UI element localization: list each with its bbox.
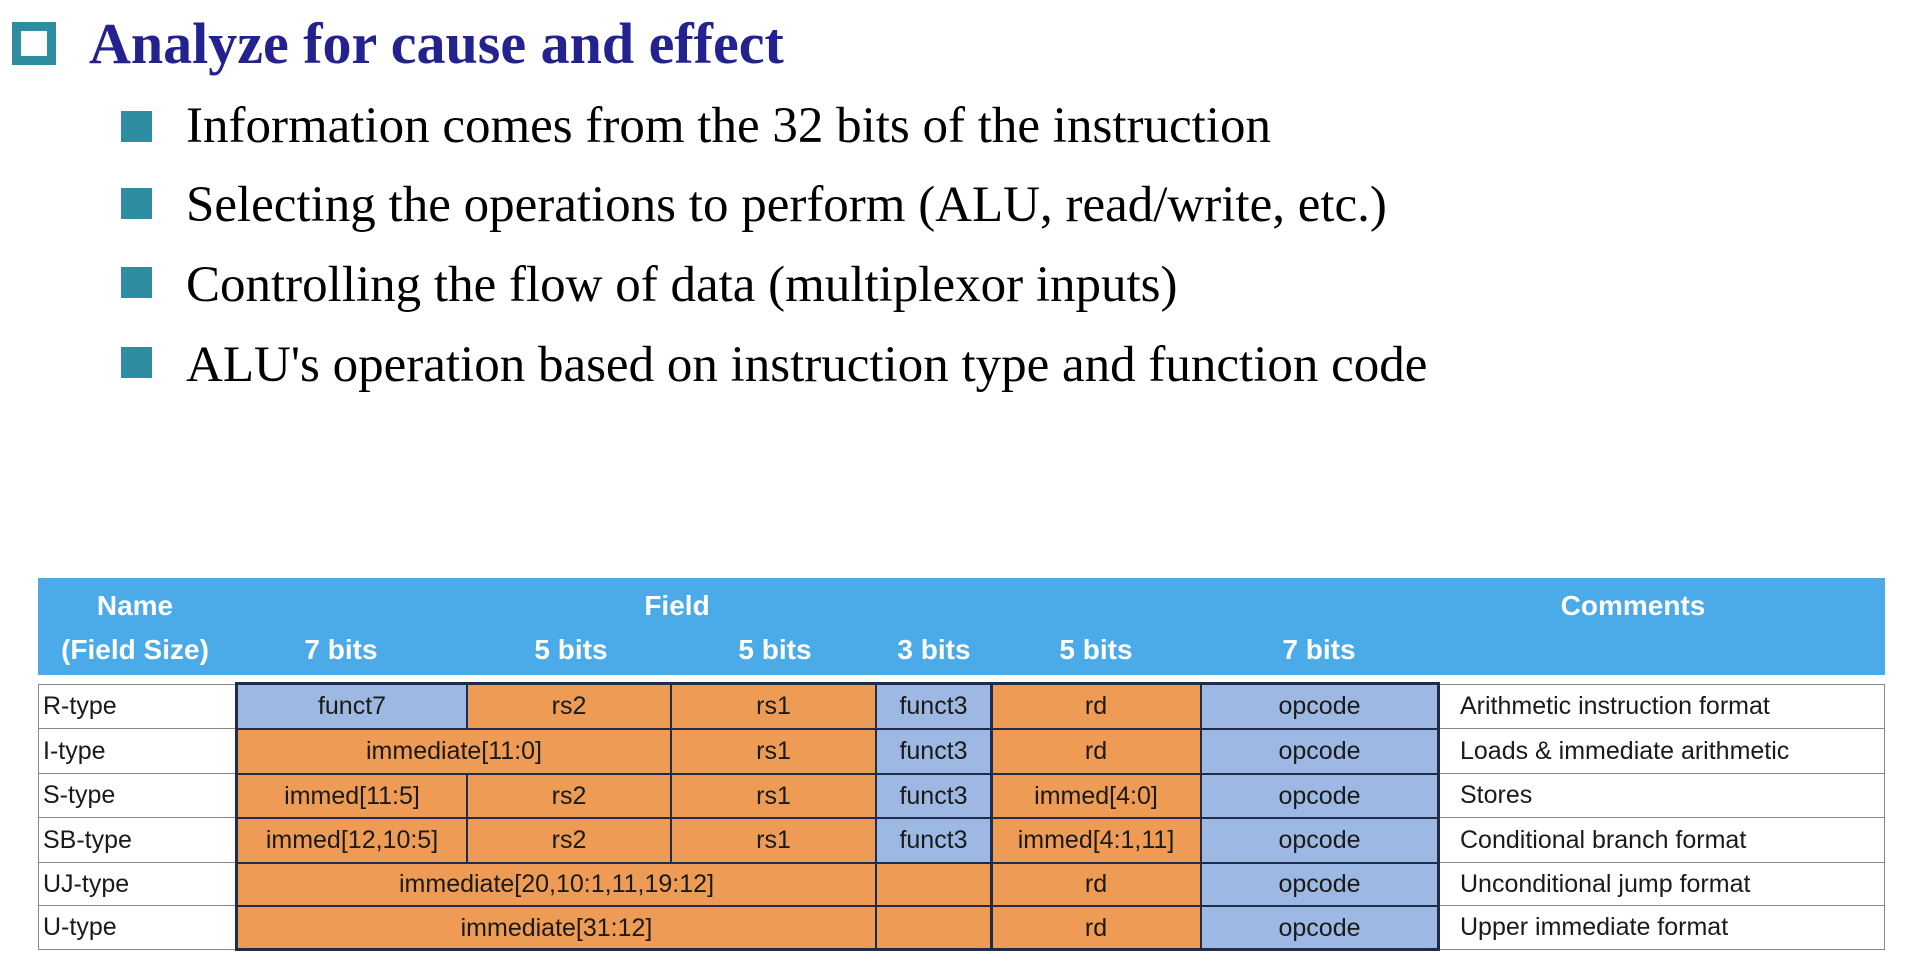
table-border: [466, 682, 468, 729]
header-field: Field: [644, 590, 710, 621]
square-bullet-icon: [121, 347, 152, 378]
bullet-text: Information comes from the 32 bits of the instruction: [186, 98, 1271, 154]
table-border: [235, 728, 1440, 730]
header-bits-funct7: 7 bits: [304, 634, 378, 665]
table-row-comment: Loads & immediate arithmetic: [1438, 729, 1885, 774]
table-row-comment: Stores: [1438, 774, 1885, 818]
bullet-text: ALU's operation based on instruction type and function code: [186, 337, 1428, 393]
field-cell: rs1: [671, 729, 876, 774]
header-bits-opcode: 7 bits: [1282, 634, 1356, 665]
field-cell: rs2: [467, 818, 671, 863]
table-border: [1200, 682, 1202, 950]
field-cell: opcode: [1201, 906, 1438, 950]
table-row-comment: Arithmetic instruction format: [1438, 684, 1885, 729]
field-cell: rd: [991, 863, 1201, 906]
field-cell: funct3: [876, 729, 991, 774]
header-name: Name: [96, 590, 174, 621]
table-row-name: U-type: [38, 906, 237, 950]
table-row-name: S-type: [38, 774, 237, 818]
field-cell: immediate[31:12]: [237, 906, 876, 950]
square-bullet-icon: [121, 188, 152, 219]
table-row-name: SB-type: [38, 818, 237, 863]
table-row-comment: Upper immediate format: [1438, 906, 1885, 950]
field-cell: funct3: [876, 818, 991, 863]
field-cell: rd: [991, 729, 1201, 774]
header-bits-rs2: 5 bits: [534, 634, 608, 665]
table-border: [235, 773, 1440, 775]
bullet-text: Controlling the flow of data (multiplexor inputs): [186, 257, 1178, 313]
field-cell: immed[4:1,11]: [991, 818, 1201, 863]
table-border: [990, 682, 993, 950]
field-cell: immed[12,10:5]: [237, 818, 467, 863]
field-cell: rd: [991, 684, 1201, 729]
table-row-name: I-type: [38, 729, 237, 774]
header-field-size: (Field Size): [61, 634, 209, 665]
table-border: [875, 682, 877, 950]
field-cell: funct7: [237, 684, 467, 729]
table-border: [235, 905, 1440, 907]
field-cell: funct3: [876, 774, 991, 818]
header-comments: Comments: [1560, 590, 1706, 621]
title-bullet-icon: [12, 22, 56, 65]
field-cell: rs1: [671, 774, 876, 818]
field-cell: immediate[20,10:1,11,19:12]: [237, 863, 876, 906]
header-bits-funct3: 3 bits: [897, 634, 971, 665]
field-cell: opcode: [1201, 684, 1438, 729]
table-row-name: UJ-type: [38, 863, 237, 906]
field-cell: opcode: [1201, 774, 1438, 818]
header-bits-rd: 5 bits: [1059, 634, 1133, 665]
table-header: [38, 578, 1885, 675]
bullet-text: Selecting the operations to perform (ALU, read/write, etc.): [186, 177, 1387, 233]
table-border: [235, 948, 1440, 951]
table-border: [235, 862, 1440, 864]
field-cell: opcode: [1201, 818, 1438, 863]
field-cell: funct3: [876, 684, 991, 729]
table-row-comment: Conditional branch format: [1438, 818, 1885, 863]
field-cell: opcode: [1201, 863, 1438, 906]
field-cell: rs1: [671, 684, 876, 729]
field-cell: rs2: [467, 774, 671, 818]
square-bullet-icon: [121, 111, 152, 142]
field-cell-empty: [876, 906, 991, 950]
table-row-comment: Unconditional jump format: [1438, 863, 1885, 906]
square-bullet-icon: [121, 267, 152, 298]
table-border: [235, 817, 1440, 819]
field-cell: rs2: [467, 684, 671, 729]
slide-title: Analyze for cause and effect: [89, 11, 784, 76]
field-cell-empty: [876, 863, 991, 906]
field-cell: opcode: [1201, 729, 1438, 774]
table-border: [235, 682, 1440, 685]
table-row-name: R-type: [38, 684, 237, 729]
field-cell: immed[4:0]: [991, 774, 1201, 818]
field-cell: immediate[11:0]: [237, 729, 671, 774]
field-cell: immed[11:5]: [237, 774, 467, 818]
field-cell: rs1: [671, 818, 876, 863]
header-bits-rs1: 5 bits: [738, 634, 812, 665]
field-cell: rd: [991, 906, 1201, 950]
